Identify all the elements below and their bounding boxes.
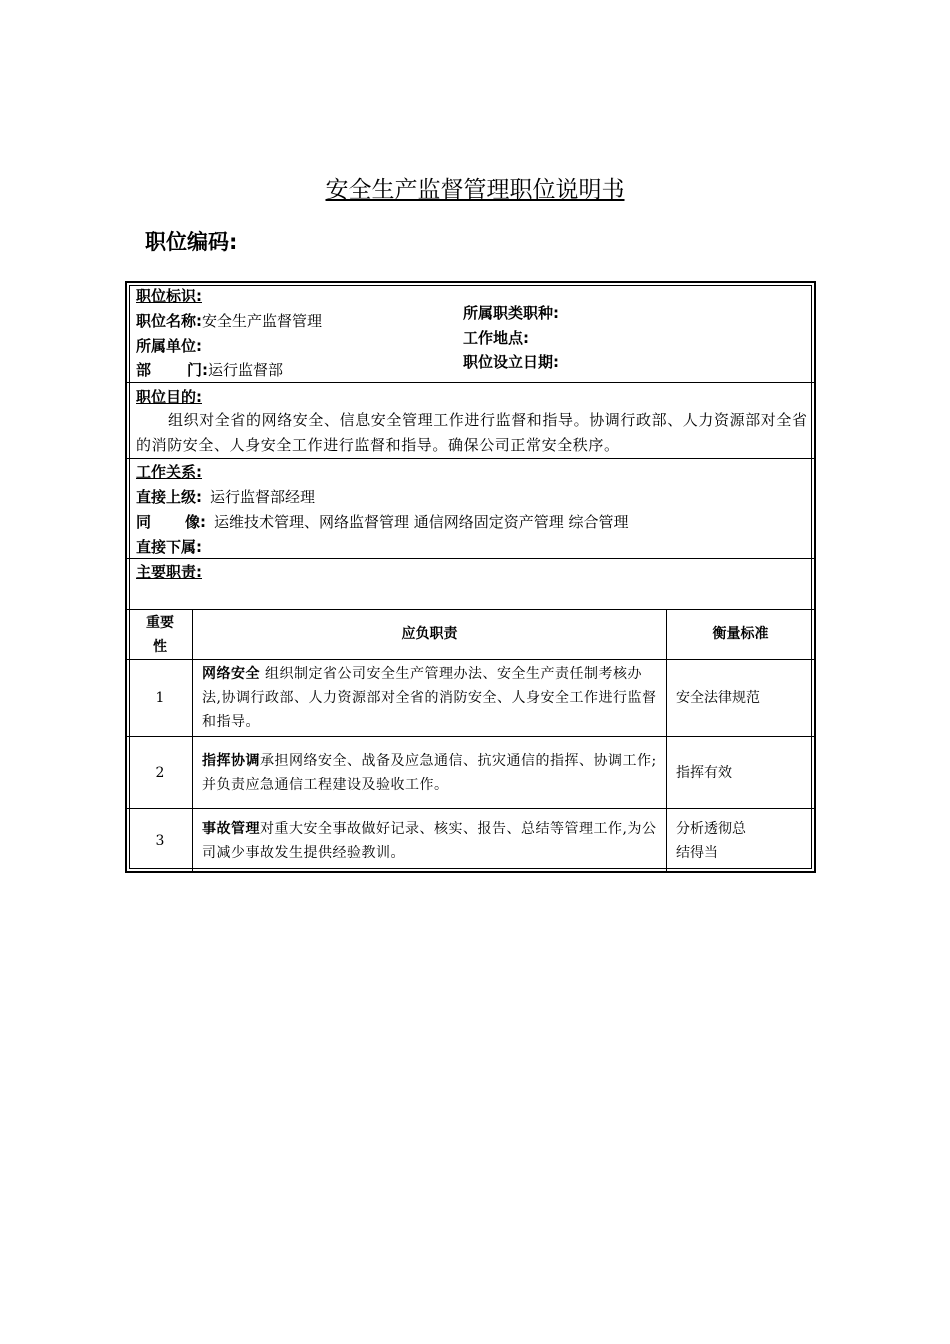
row-1-standard: 安全法律规范 xyxy=(676,690,760,706)
purpose-text: 组织对全省的网络安全、信息安全管理工作进行监督和指导。协调行政部、人力资源部对全省的消防安全、人身安全工作进行监督和指导。确保公司正常安全秩序。 xyxy=(136,411,808,454)
peer-label-a: 同 xyxy=(136,513,152,531)
row-1-title: 网络安全 xyxy=(202,666,260,682)
identity-section-label: 职位标识: xyxy=(136,287,202,305)
peer-value: 运维技术管理、网络监督管理 通信网络固定资产管理 综合管理 xyxy=(214,513,629,531)
row-2-number: 2 xyxy=(155,765,165,781)
row-2-standard: 指挥有效 xyxy=(676,765,732,781)
unit-label: 所属单位: xyxy=(136,337,202,355)
position-name-label: 职位名称: xyxy=(136,312,202,330)
row-2-text: 承担网络安全、战备及应急通信、抗灾通信的指挥、协调工作;并负责应急通信工程建设及验收工作。 xyxy=(202,753,657,793)
divider-table-header xyxy=(127,659,815,660)
header-importance xyxy=(128,611,192,659)
header-importance-b: 性 xyxy=(153,639,167,655)
row-1-duty xyxy=(202,662,660,734)
document-title: 安全生产监督管理职位说明书 xyxy=(325,177,625,203)
row-2-title: 指挥协调 xyxy=(202,753,260,769)
divider-row-2 xyxy=(127,808,815,809)
divider-row-1 xyxy=(127,736,815,737)
row-3-number: 3 xyxy=(155,833,165,849)
header-importance-a: 重要 xyxy=(146,615,174,631)
row-3-duty xyxy=(202,817,660,865)
divider-purpose xyxy=(127,458,815,459)
relations-section-label: 工作关系: xyxy=(136,463,202,481)
row-2-duty xyxy=(202,749,660,797)
row-1-text: 组织制定省公司安全生产管理办法、安全生产责任制考核办法,协调行政部、人力资源部对全省的消防安全、人身安全工作进行监督和指导。 xyxy=(202,666,657,730)
column-divider-2 xyxy=(666,609,667,871)
establish-date-label: 职位设立日期: xyxy=(463,353,559,371)
duties-section-label: 主要职责: xyxy=(136,563,202,581)
column-divider-1 xyxy=(192,609,193,871)
row-1-number: 1 xyxy=(155,690,165,706)
department-label-a: 部 xyxy=(136,361,152,379)
category-label: 所属职类职种: xyxy=(463,304,559,322)
purpose-section-label: 职位目的: xyxy=(136,388,202,406)
divider-relations xyxy=(127,558,815,559)
row-3-text: 对重大安全事故做好记录、核实、报告、总结等管理工作,为公司减少事故发生提供经验教训。 xyxy=(202,821,657,861)
department-label-b: 门: xyxy=(187,361,209,379)
position-name-row xyxy=(136,312,322,330)
divider-identity xyxy=(127,382,815,383)
location-label: 工作地点: xyxy=(463,329,529,347)
divider-duties-header xyxy=(127,609,815,610)
position-code-heading: 职位编码: xyxy=(145,230,238,254)
position-name-value: 安全生产监督管理 xyxy=(202,312,323,330)
peer-label-b: 像: xyxy=(185,513,207,531)
subordinate-label: 直接下属: xyxy=(136,538,202,556)
department-value: 运行监督部 xyxy=(208,361,284,379)
header-standard: 衡量标准 xyxy=(712,626,769,642)
row-3-standard: 分析透彻总结得当 xyxy=(676,821,746,861)
header-duty: 应负职责 xyxy=(401,626,458,642)
department-row xyxy=(136,361,283,379)
superior-value: 运行监督部经理 xyxy=(210,488,316,506)
peer-row xyxy=(136,513,629,531)
superior-label: 直接上级: xyxy=(136,488,202,506)
superior-row xyxy=(136,488,315,506)
row-3-title: 事故管理 xyxy=(202,821,260,837)
